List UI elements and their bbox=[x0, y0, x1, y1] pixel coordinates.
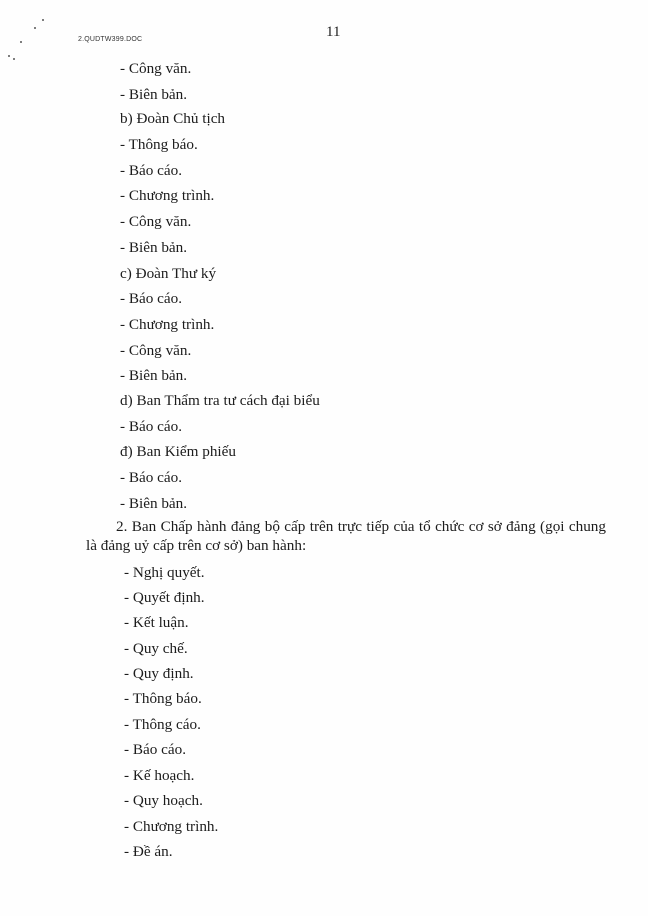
body-paragraph: 2. Ban Chấp hành đảng bộ cấp trên trực tiếp của tổ chức cơ sở đảng (gọi chung là đảng uỷ cấp trên cơ sở) ban hành: bbox=[86, 518, 606, 554]
list-item: - Công văn. bbox=[120, 213, 192, 230]
page-number: 11 bbox=[326, 24, 341, 40]
list-item: - Báo cáo. bbox=[120, 469, 182, 486]
list-item: - Biên bản. bbox=[120, 239, 188, 256]
list-item: - Thông báo. bbox=[120, 136, 198, 153]
section-heading: d) Ban Thẩm tra tư cách đại biểu bbox=[120, 392, 320, 409]
list-item: - Quy hoạch. bbox=[124, 792, 203, 809]
list-item: - Chương trình. bbox=[120, 187, 215, 204]
list-item: - Báo cáo. bbox=[120, 290, 182, 307]
file-name: 2.QUDTW399.DOC bbox=[78, 36, 143, 43]
list-item: - Báo cáo. bbox=[120, 418, 182, 435]
list-item: - Kế hoạch. bbox=[124, 767, 195, 784]
list-item: - Quyết định. bbox=[124, 589, 205, 606]
list-item: - Công văn. bbox=[120, 342, 192, 359]
section-heading: b) Đoàn Chủ tịch bbox=[120, 110, 226, 127]
list-item: - Công văn. bbox=[120, 60, 192, 77]
list-item: - Biên bản. bbox=[120, 86, 188, 103]
list-item: - Biên bản. bbox=[120, 495, 188, 512]
list-item: - Chương trình. bbox=[120, 316, 215, 333]
list-item: - Nghị quyết. bbox=[124, 564, 205, 581]
list-item: - Báo cáo. bbox=[120, 162, 182, 179]
list-item: - Kết luận. bbox=[124, 614, 189, 631]
list-item: - Thông cáo. bbox=[124, 716, 201, 733]
list-item: - Đề án. bbox=[124, 843, 173, 860]
list-item: - Báo cáo. bbox=[124, 741, 186, 758]
list-item: - Quy chế. bbox=[124, 640, 188, 657]
list-item: - Chương trình. bbox=[124, 818, 219, 835]
list-item: - Biên bản. bbox=[120, 367, 188, 384]
section-heading: c) Đoàn Thư ký bbox=[120, 265, 217, 282]
section-heading: đ) Ban Kiểm phiếu bbox=[120, 443, 236, 460]
list-item: - Thông báo. bbox=[124, 690, 202, 707]
list-item: - Quy định. bbox=[124, 665, 194, 682]
